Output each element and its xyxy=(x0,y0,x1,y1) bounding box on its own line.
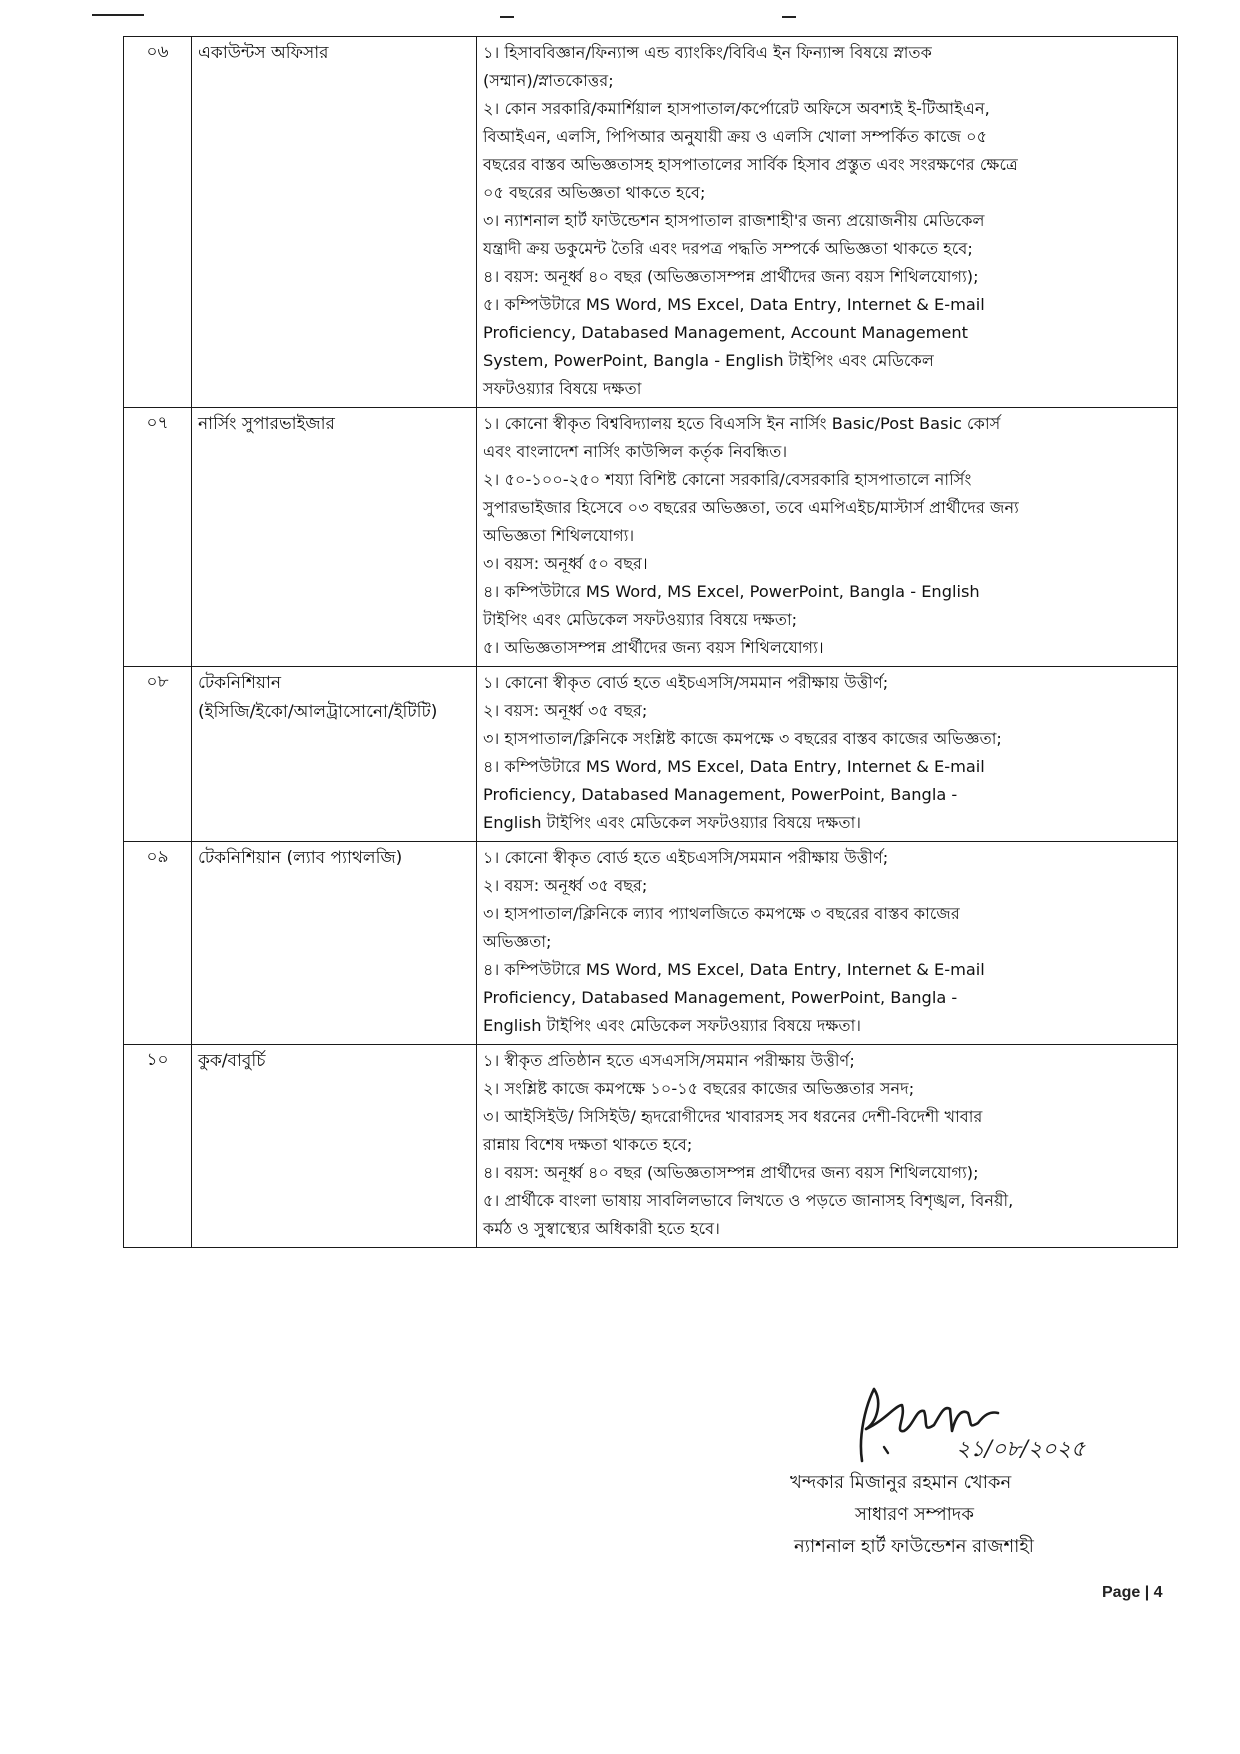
post-name-line: টেকনিশিয়ান xyxy=(198,673,282,693)
requirement-line: ৪। বয়স: অনূর্ধ্ব ৪০ বছর (অভিজ্ঞতাসম্পন্ন প্রার্থীদের জন্য বয়স শিথিলযোগ্য); xyxy=(483,1163,979,1182)
requirement-line: ১। কোনো স্বীকৃত বোর্ড হতে এইচএসসি/সমমান পরীক্ষায় উত্তীর্ণ; xyxy=(483,848,889,867)
requirement-line: English টাইপিং এবং মেডিকেল সফটওয়্যার বিষয়ে দক্ষতা। xyxy=(483,1016,862,1035)
post-name-line: (ইসিজি/ইকো/আলট্রাসোনো/ইটিটি) xyxy=(198,702,438,722)
requirement-line: ৫। প্রার্থীকে বাংলা ভাষায় সাবলিলভাবে লিখতে ও পড়তে জানাসহ বিশৃঙ্খল, বিনয়ী, xyxy=(483,1191,1014,1210)
requirement-line: ১। কোনো স্বীকৃত বোর্ড হতে এইচএসসি/সমমান পরীক্ষায় উত্তীর্ণ; xyxy=(483,673,889,692)
requirement-line: যন্ত্রাদী ক্রয় ডকুমেন্ট তৈরি এবং দরপত্র পদ্ধতি সম্পর্কে অভিজ্ঞতা থাকতে হবে; xyxy=(483,239,973,258)
requirement-line: (সম্মান)/স্নাতকোত্তর; xyxy=(483,71,614,90)
requirement-line: ৩। বয়স: অনূর্ধ্ব ৫০ বছর। xyxy=(483,554,648,573)
requirements-cell xyxy=(477,667,1178,842)
signer-name: খন্দকার মিজানুর রহমান খোকন xyxy=(790,1472,1012,1493)
post-name-line: নার্সিং সুপারভাইজার xyxy=(198,414,335,434)
requirement-line: ৩। হাসপাতাল/ক্লিনিকে ল্যাব প্যাথলজিতে কমপক্ষে ৩ বছরের বাস্তব কাজের xyxy=(483,904,960,923)
signer-organization: ন্যাশনাল হার্ট ফাউন্ডেশন রাজশাহী xyxy=(794,1536,1034,1557)
requirement-line: কর্মঠ ও সুস্বাস্থ্যের অধিকারী হতে হবে। xyxy=(483,1219,720,1238)
requirement-line: ১। কোনো স্বীকৃত বিশ্ববিদ্যালয় হতে বিএসসি ইন নার্সিং Basic/Post Basic কোর্স xyxy=(483,414,1001,433)
serial-number: ১০ xyxy=(124,1045,192,1248)
post-name xyxy=(192,408,477,667)
requirement-line: ৩। ন্যাশনাল হার্ট ফাউন্ডেশন হাসপাতাল রাজশাহী'র জন্য প্রয়োজনীয় মেডিকেল xyxy=(483,211,985,230)
requirement-line: টাইপিং এবং মেডিকেল সফটওয়্যার বিষয়ে দক্ষতা; xyxy=(483,610,798,629)
scan-mark xyxy=(782,16,796,18)
page-number: Page | 4 xyxy=(1102,1584,1163,1601)
requirements-cell xyxy=(477,1045,1178,1248)
table-row xyxy=(124,37,1178,408)
requirements-cell xyxy=(477,842,1178,1045)
requirement-line: ২। কোন সরকারি/কমার্শিয়াল হাসপাতাল/কর্পোরেট অফিসে অবশ্যই ই-টিআইএন, xyxy=(483,99,990,118)
requirement-line: ২। সংশ্লিষ্ট কাজে কমপক্ষে ১০-১৫ বছরের কাজের অভিজ্ঞতার সনদ; xyxy=(483,1079,915,1098)
post-name xyxy=(192,1045,477,1248)
requirement-line: ৫। কম্পিউটারে MS Word, MS Excel, Data Entry, Internet & E-mail xyxy=(483,295,985,314)
requirement-line: অভিজ্ঞতা শিথিলযোগ্য। xyxy=(483,526,635,545)
requirement-line: ৪। কম্পিউটারে MS Word, MS Excel, Data Entry, Internet & E-mail xyxy=(483,960,985,979)
signature-block xyxy=(760,1375,1180,1675)
requirement-line: Proficiency, Databased Management, PowerPoint, Bangla - xyxy=(483,988,958,1007)
table-row xyxy=(124,667,1178,842)
table-body xyxy=(124,37,1178,1248)
table-row xyxy=(124,842,1178,1045)
requirement-line: সফটওয়্যার বিষয়ে দক্ষতা xyxy=(483,379,642,398)
requirement-line: অভিজ্ঞতা; xyxy=(483,932,552,951)
post-name-line: টেকনিশিয়ান (ল্যাব প্যাথলজি) xyxy=(198,848,403,868)
requirement-line: বছরের বাস্তব অভিজ্ঞতাসহ হাসপাতালের সার্বিক হিসাব প্রস্তুত এবং সংরক্ষণের ক্ষেত্রে xyxy=(483,155,1018,174)
requirement-line: ২। বয়স: অনূর্ধ্ব ৩৫ বছর; xyxy=(483,701,648,720)
requirements-cell xyxy=(477,37,1178,408)
requirement-line: ২। বয়স: অনূর্ধ্ব ৩৫ বছর; xyxy=(483,876,648,895)
requirement-line: এবং বাংলাদেশ নার্সিং কাউন্সিল কর্তৃক নিবন্ধিত। xyxy=(483,442,788,461)
serial-number: ০৯ xyxy=(124,842,192,1045)
scan-mark xyxy=(92,14,144,16)
table-row xyxy=(124,408,1178,667)
requirement-line: ১। হিসাববিজ্ঞান/ফিন্যান্স এন্ড ব্যাংকিং/বিবিএ ইন ফিন্যান্স বিষয়ে স্নাতক xyxy=(483,43,932,62)
job-requirements-table xyxy=(123,36,1178,1248)
requirement-line: বিআইএন, এলসি, পিপিআর অনুযায়ী ক্রয় ও এলসি খোলা সম্পর্কিত কাজে ০৫ xyxy=(483,127,988,146)
requirement-line: ০৫ বছরের অভিজ্ঞতা থাকতে হবে; xyxy=(483,183,706,202)
post-name-line: একাউন্টস অফিসার xyxy=(198,43,329,63)
requirement-line: ৪। কম্পিউটারে MS Word, MS Excel, Data Entry, Internet & E-mail xyxy=(483,757,985,776)
scan-mark xyxy=(500,16,514,18)
requirement-line: ১। স্বীকৃত প্রতিষ্ঠান হতে এসএসসি/সমমান পরীক্ষায় উত্তীর্ণ; xyxy=(483,1051,855,1070)
requirements-cell xyxy=(477,408,1178,667)
requirement-line: Proficiency, Databased Management, Account Management xyxy=(483,323,968,342)
requirement-line: ৩। আইসিইউ/ সিসিইউ/ হৃদরোগীদের খাবারসহ সব ধরনের দেশী-বিদেশী খাবার xyxy=(483,1107,983,1126)
requirement-line: System, PowerPoint, Bangla - English টাইপিং এবং মেডিকেল xyxy=(483,351,934,370)
requirement-line: Proficiency, Databased Management, PowerPoint, Bangla - xyxy=(483,785,958,804)
post-name xyxy=(192,842,477,1045)
requirement-line: সুপারভাইজার হিসেবে ০৩ বছরের অভিজ্ঞতা, তবে এমপিএইচ/মাস্টার্স প্রার্থীদের জন্য xyxy=(483,498,1019,517)
requirement-line: English টাইপিং এবং মেডিকেল সফটওয়্যার বিষয়ে দক্ষতা। xyxy=(483,813,862,832)
requirement-line: ৪। বয়স: অনূর্ধ্ব ৪০ বছর (অভিজ্ঞতাসম্পন্ন প্রার্থীদের জন্য বয়স শিথিলযোগ্য); xyxy=(483,267,979,286)
serial-number: ০৮ xyxy=(124,667,192,842)
requirement-line: ৪। কম্পিউটারে MS Word, MS Excel, PowerPoint, Bangla - English xyxy=(483,582,980,601)
requirement-line: ২। ৫০-১০০-২৫০ শয্যা বিশিষ্ট কোনো সরকারি/বেসরকারি হাসপাতালে নার্সিং xyxy=(483,470,972,489)
table-row xyxy=(124,1045,1178,1248)
serial-number: ০৭ xyxy=(124,408,192,667)
signer-title: সাধারণ সম্পাদক xyxy=(855,1504,974,1525)
post-name xyxy=(192,37,477,408)
serial-number: ০৬ xyxy=(124,37,192,408)
signature-date: ২১/০৮/২০২৫ xyxy=(956,1437,1086,1462)
requirement-line: রান্নায় বিশেষ দক্ষতা থাকতে হবে; xyxy=(483,1135,693,1154)
post-name xyxy=(192,667,477,842)
requirement-line: ৫। অভিজ্ঞতাসম্পন্ন প্রার্থীদের জন্য বয়স শিথিলযোগ্য। xyxy=(483,638,824,657)
post-name-line: কুক/বাবুর্চি xyxy=(198,1051,266,1071)
requirement-line: ৩। হাসপাতাল/ক্লিনিকে সংশ্লিষ্ট কাজে কমপক্ষে ৩ বছরের বাস্তব কাজের অভিজ্ঞতা; xyxy=(483,729,1002,748)
